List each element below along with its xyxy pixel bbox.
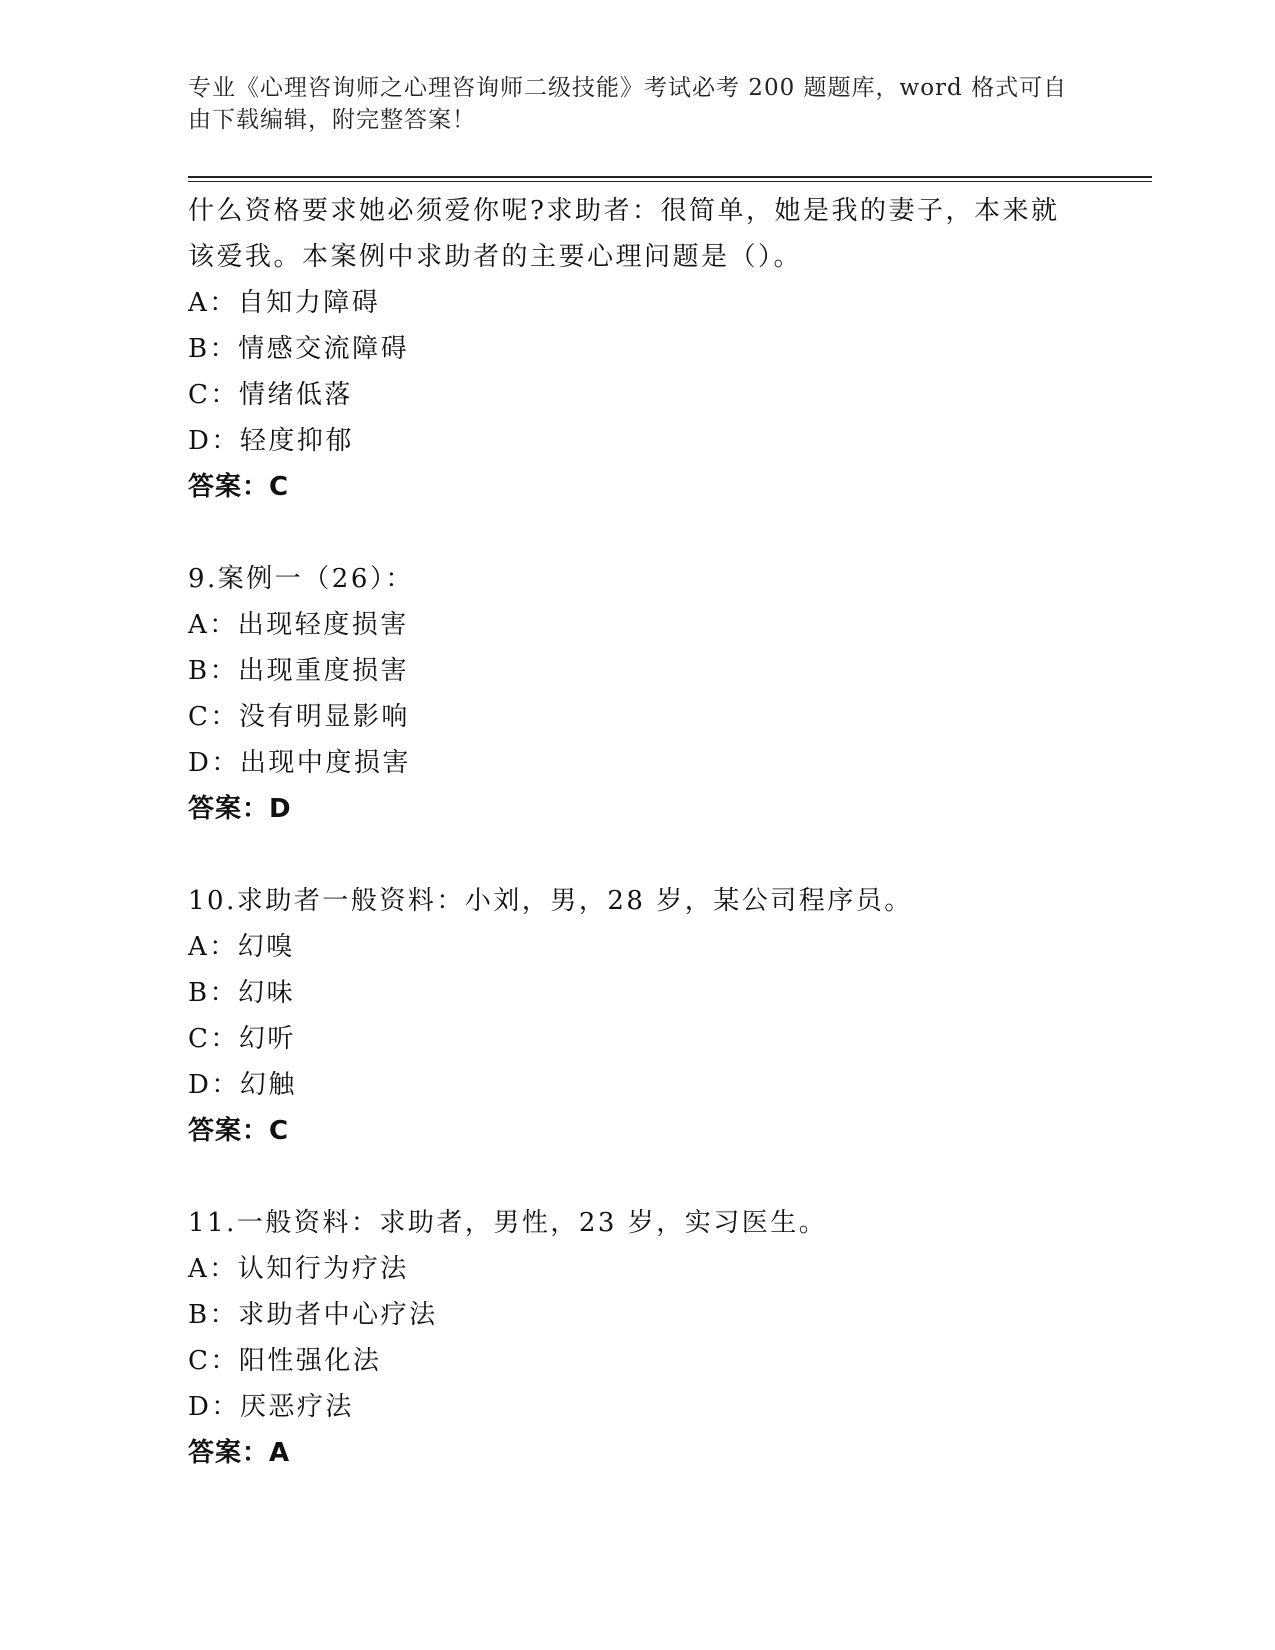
option-a: A：自知力障碍 (188, 288, 381, 318)
option-b: B：出现重度损害 (188, 656, 410, 686)
answer-line: 答案：C (188, 1116, 290, 1146)
option-b: B：求助者中心疗法 (188, 1300, 438, 1330)
question-list (188, 188, 1088, 1476)
option-d: D：厌恶疗法 (188, 1392, 354, 1422)
option-a: A：幻嗅 (188, 932, 295, 962)
question-11 (188, 1200, 1088, 1476)
option-b: B：情感交流障碍 (188, 334, 410, 364)
spacer (188, 1154, 1088, 1200)
option-a: A：出现轻度损害 (188, 610, 409, 640)
option-d: D：出现中度损害 (188, 748, 411, 778)
option-c: C：情绪低落 (188, 380, 353, 410)
question-text: 9.案例一（26）： (188, 564, 414, 594)
question-text: 11.一般资料：求助者，男性，23 岁，实习医生。 (188, 1208, 828, 1238)
header-line-2: 由下载编辑，附完整答案！ (188, 107, 476, 133)
header-line-1: 专业《心理咨询师之心理咨询师二级技能》考试必考 200 题题库，word 格式可自 (188, 75, 1068, 101)
answer-line: 答案：D (188, 794, 292, 824)
question-text: 该爱我。本案例中求助者的主要心理问题是（）。 (188, 242, 803, 272)
option-c: C：没有明显影响 (188, 702, 410, 732)
option-c: C：阳性强化法 (188, 1346, 382, 1376)
question-10 (188, 878, 1088, 1154)
option-a: A：认知行为疗法 (188, 1254, 409, 1284)
option-d: D：轻度抑郁 (188, 426, 354, 456)
option-b: B：幻味 (188, 978, 296, 1008)
question-9 (188, 556, 1088, 832)
question-8 (188, 188, 1088, 510)
answer-line: 答案：C (188, 472, 290, 502)
question-text: 什么资格要求她必须爱你呢?求助者：很简单，她是我的妻子，本来就 (188, 196, 1060, 226)
answer-line: 答案：A (188, 1438, 291, 1468)
spacer (188, 832, 1088, 878)
spacer (188, 510, 1088, 556)
header-divider-thin (188, 181, 1152, 182)
question-text: 10.求助者一般资料：小刘，男，28 岁，某公司程序员。 (188, 886, 913, 916)
option-c: C：幻听 (188, 1024, 296, 1054)
option-d: D：幻触 (188, 1070, 297, 1100)
document-header (188, 72, 1068, 136)
header-divider-thick (188, 176, 1152, 178)
